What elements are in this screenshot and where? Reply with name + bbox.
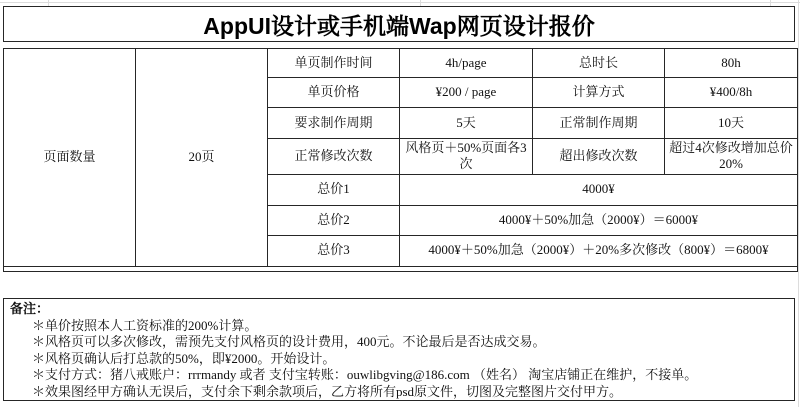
cell-label: 单页价格 [268,78,400,108]
note-item: ＊风格页确认后打总款的50%，即¥2000。开始设计。 [32,350,336,366]
page-count-value: 20页 [136,49,268,267]
cell-value: 超过4次修改增加总价20% [665,139,798,175]
notes-heading: 备注： [10,301,50,316]
total-value: 4000¥ [400,174,798,205]
cell-value: 10天 [665,108,798,139]
quote-table [3,48,798,272]
cell-label: 计算方式 [533,78,665,108]
table-row [4,49,798,78]
faint-gridline-top [0,2,800,3]
note-item: ＊效果图经甲方确认无误后，支付余下剩余款项后，乙方将所有psd原文件，切图及完整图片交付甲方。 [32,383,623,399]
cell-value: 80h [665,49,798,78]
cell-value: 4h/page [400,49,533,78]
cell-value: 风格页＋50%页面各3次 [400,139,533,175]
cell-value: 5天 [400,108,533,139]
cell-value: ¥400/8h [665,78,798,108]
total-label: 总价1 [268,174,400,205]
cell-label: 单页制作时间 [268,49,400,78]
page-title: AppUI设计或手机端Wap网页设计报价 [3,6,795,42]
total-value: 4000¥＋50%加急（2000¥）＝6000¥ [400,205,798,235]
cell-label: 正常修改次数 [268,139,400,175]
page-count-label: 页面数量 [4,49,136,267]
faint-gridline-right [798,0,799,407]
notes-box [3,298,795,401]
total-value: 4000¥＋50%加急（2000¥）＋20%多次修改（800¥）＝6800¥ [400,235,798,266]
cell-label: 超出修改次数 [533,139,665,175]
note-item: ＊支付方式：猪八戒账户：rrrmandy 或者 支付宝转账：ouwlibgving@186.com （姓名） 淘宝店铺正在维护，不接单。 [32,367,698,382]
cell-label: 正常制作周期 [533,108,665,139]
table-spacer-row [4,266,798,271]
spacer-cell [4,266,798,271]
cell-label: 总时长 [533,49,665,78]
total-label: 总价2 [268,205,400,235]
cell-value: ¥200 / page [400,78,533,108]
total-label: 总价3 [268,235,400,266]
cell-label: 要求制作周期 [268,108,400,139]
note-item: ＊单价按照本人工资标准的200%计算。 [32,317,258,333]
note-item: ＊风格页可以多次修改，需预先支付风格页的设计费用，400元。不论最后是否达成交易。 [32,334,546,349]
